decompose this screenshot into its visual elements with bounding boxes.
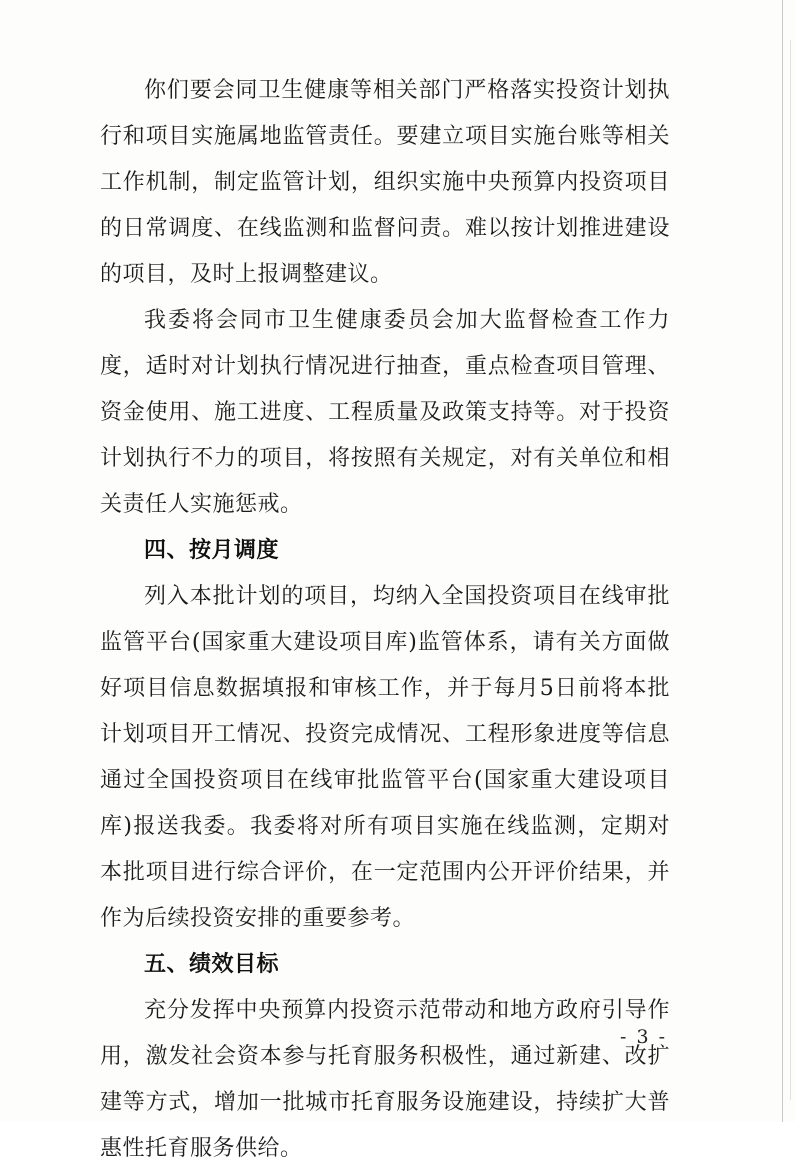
paragraph-performance-goals: 充分发挥中央预算内投资示范带动和地方政府引导作用，激发社会资本参与托育服务积极性，通过新建、改扩建等方式，增加一批城市托育服务设施建设，持续扩大普惠性托育服务供给。 [100,998,670,1161]
section-heading-monthly-dispatch: 四、按月调度 [144,538,280,563]
paragraph-supervision-responsibility: 你们要会同卫生健康等相关部门严格落实投资计划执行和项目实施属地监管责任。要建立项目实施台账等相关工作机制，制定监管计划，组织实施中央预算内投资项目的日常调度、在线监测和监督问责。难以按计划推进建设的项目，及时上报调整建议。 [100,78,670,287]
scan-edge-line [782,0,783,1122]
scan-edge-shadow [790,40,791,1100]
document-body [100,68,670,1172]
page-number: - 3 - [620,1026,668,1048]
paragraph-inspection: 我委将会同市卫生健康委员会加大监督检查工作力度，适时对计划执行情况进行抽查，重点检查项目管理、资金使用、施工进度、工程质量及政策支持等。对于投资计划执行不力的项目，将按照有关规定，对有关单位和相关责任人实施惩戒。 [100,308,670,517]
section-heading-performance-goals: 五、绩效目标 [144,952,280,977]
paragraph-monthly-dispatch: 列入本批计划的项目，均纳入全国投资项目在线审批监管平台(国家重大建设项目库)监管体系，请有关方面做好项目信息数据填报和审核工作，并于每月5日前将本批计划项目开工情况、投资完成情况、工程形象进度等信息通过全国投资项目在线审批监管平台(国家重大建设项目库)报送我委。我委将对所有项目实施在线监测，定期对本批项目进行综合评价，在一定范围内公开评价结果，并作为后续投资安排的重要参考。 [100,584,670,931]
